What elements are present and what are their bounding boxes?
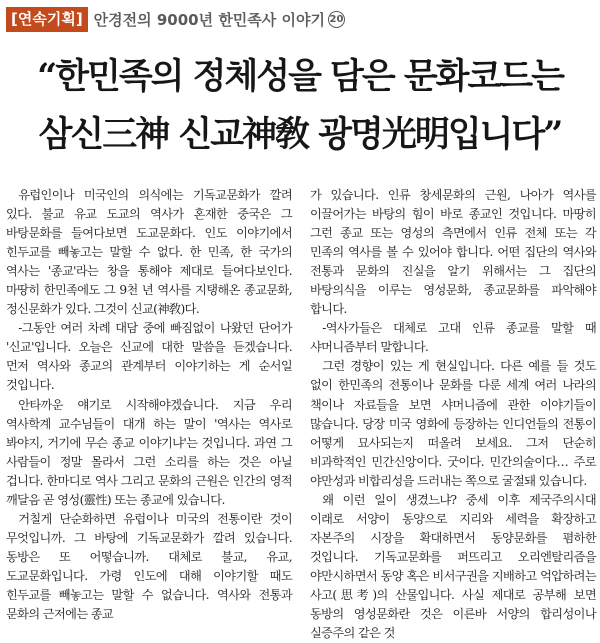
headline [0, 48, 600, 164]
paragraph: -역사가들은 대체로 고대 인류 종교를 말할 때 샤머니즘부터 말합니다. [310, 321, 596, 355]
right-column [310, 186, 596, 641]
headline-line-2: 삼신三神 신교神敎 광명光明입니다” [38, 114, 562, 155]
paragraph: 왜 이런 일이 생겼느냐? 중세 이후 제국주의시대 이래로 서양이 동양으로 지리와 세력을 확장하고 자본주의 시장을 확대하면서 동양문화를 폄하한 것입니다. 기독교문화를 퍼뜨리고 오리엔탈리즘을 야만시하면서 동양 혹은 비서구권을 지배하고 억압하려는 사고(思考)의 산물입니다. 사실 제대로 공부해 보면 동방의 영성문화란 것은 이른바 서양의 합리성이나 실증주의 같은 것 [310, 492, 596, 641]
series-title: 안경전의 9000년 한민족사 이야기 [93, 11, 325, 29]
paragraph: -그동안 여러 차례 대담 중에 빠짐없이 나왔던 단어가 '신교'입니다. 오늘은 신교에 대한 말씀을 듣겠습니다. 먼저 역사와 종교의 관계부터 이야기하는 게 순서일 것입니다. [6, 321, 292, 393]
left-column [6, 186, 292, 622]
paragraph: 안타까운 얘기로 시작해야겠습니다. 지금 우리 역사학계 교수님들이 대개 하는 말이 '역사는 역사로 봐야지, 거기에 무슨 종교 이야기냐'는 것입니다. 과연 그 사람들이 정말 몰라서 그런 소리를 하는 것은 아닐 겁니다. 한마디로 역사 그리고 문화의 근원은 인간의 영적 깨달음 곧 영성(靈性) 또는 종교에 있습니다. [6, 397, 292, 507]
headline-line-1: “한민족의 정체성을 담은 문화코드는 [37, 56, 563, 97]
series-label: [연속기획] [6, 7, 88, 32]
paragraph: 가 있습니다. 인류 창세문화의 근원, 나아가 역사를 이끌어가는 바탕의 힘이 바로 종교인 것입니다. 마땅히 그런 종교 또는 영성의 측면에서 인류 전체 또는 각 민족의 역사를 볼 수 있어야 합니다. 어떤 집단의 역사와 전통과 문화의 진실을 알기 위해서는 그 집단의 바탕의식을 이루는 영성문화, 종교문화를 파악해야 합니다. [310, 188, 596, 317]
article-body [6, 186, 596, 641]
paragraph: 유럽인이나 미국인의 의식에는 기독교문화가 깔려 있다. 불교 유교 도교의 역사가 혼재한 중국은 그 바탕문화를 들여다보면 도교문화다. 인도 이야기에서 힌두교를 빼놓고는 말할 수 없다. 한 민족, 한 국가의 역사는 '종교'라는 창을 통해야 제대로 들여다보인다. 마땅히 한민족에도 그 9천 년 역사를 지탱해온 종교문화, 정신문화가 있다. 그것이 신교(神敎)다. [6, 188, 292, 317]
paragraph: 그런 경향이 있는 게 현실입니다. 다른 예를 들 것도 없이 한민족의 전통이나 문화를 다룬 세계 여러 나라의 책이나 자료들을 보면 샤머니즘에 관한 이야기들이 많습니다. 당장 미국 영화에 등장하는 인디언들의 전통이 어떻게 묘사되는지 떠올려 보세요. 그저 단순히 비과학적인 민간신앙이다. 굿이다. 민간의술이다… 주로 야만성과 비합리성을 드러내는 쪽으로 굴절돼 있습니다. [310, 359, 596, 488]
series-header [6, 6, 345, 33]
episode-number-badge: 20 [328, 11, 345, 28]
paragraph: 거칠게 단순화하면 유럽이나 미국의 전통이란 것이 무엇입니까. 그 바탕에 기독교문화가 깔려 있습니다. 동방은 또 어떻습니까. 대체로 불교, 유교, 도교문화입니다. 가령 인도에 대해 이야기할 때도 힌두교를 빼놓고는 말할 수 없습니다. 역사와 전통과 문화의 근저에는 종교 [6, 511, 292, 622]
